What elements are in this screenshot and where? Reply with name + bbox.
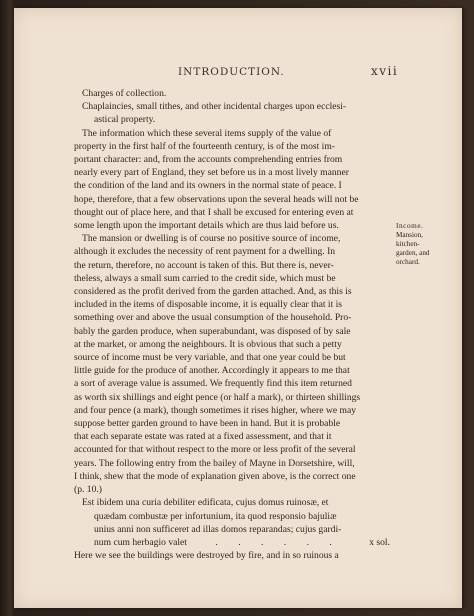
sidenote-line: orchard. bbox=[396, 258, 420, 266]
text-line: that each separate estate was rated at a fixed assessment, and that it bbox=[74, 431, 332, 443]
sidenote-line: kitchen- bbox=[396, 240, 420, 248]
text-line: and four pence (a mark), though sometimes it rises higher, where we may bbox=[74, 404, 357, 416]
text-line: although it excludes the necessity of rent payment for a dwelling. In bbox=[74, 246, 336, 258]
text-line: The mansion or dwelling is of course no positive source of income, bbox=[82, 233, 341, 245]
text-line: source of income must be very variable, and that one year could be but bbox=[74, 352, 346, 364]
latin-quote-value-line bbox=[74, 536, 390, 549]
text-line: suppose better garden ground to have been in hand. But it is probable bbox=[74, 418, 341, 430]
latin-quote-line: quædam combustæ per infortunium, ita quod responsio bajuliæ bbox=[94, 510, 337, 522]
text-line: as worth six shillings and eight pence (or half a mark), or thirteen shillings bbox=[74, 391, 361, 403]
text-line: the return, therefore, no account is taken of this. But there is, never- bbox=[74, 259, 334, 271]
latin-quote-line: unius anni non sufficeret ad illas domos reparandas; cujus gardi- bbox=[94, 523, 342, 535]
running-title: INTRODUCTION. bbox=[178, 66, 285, 78]
text-line: hope, therefore, that a few observations upon the several heads will not be bbox=[74, 193, 359, 205]
running-header bbox=[14, 66, 462, 82]
text-line: considered as the profit derived from the garden attached. And, as this is bbox=[74, 286, 352, 298]
text-line: bably the garden produce, when superabundant, was disposed of by sale bbox=[74, 325, 351, 337]
text-line: nearly every part of England, they set before us in a most lively manner bbox=[74, 167, 349, 179]
latin-quote-line: num cum herbagio valet bbox=[94, 536, 187, 548]
text-line: the condition of the land and its owners in the normal state of peace. I bbox=[74, 180, 342, 192]
page-body-text bbox=[74, 87, 390, 562]
text-line: a sort of average value is assumed. We frequently find this item returned bbox=[74, 378, 352, 390]
text-line: The information which these several items supply of the value of bbox=[82, 127, 332, 139]
page-number: xvii bbox=[371, 64, 399, 78]
text-line: Here we see the buildings were destroyed by fire, and in so ruinous a bbox=[74, 550, 339, 562]
text-line: included in the items of disposable income, it is equally clear that it is bbox=[74, 299, 343, 311]
text-line: something over and above the usual consumption of the household. Pro- bbox=[74, 312, 352, 324]
text-line: accounted for that without respect to the more or less profit of the several bbox=[74, 444, 356, 456]
sidenote-line: Mansion, bbox=[396, 231, 423, 239]
margin-sidenote bbox=[396, 222, 456, 267]
sidenote-heading: Income. bbox=[396, 222, 424, 230]
text-line: astical property. bbox=[94, 114, 156, 126]
value-sol: x sol. bbox=[369, 536, 390, 548]
text-line: Charges of collection. bbox=[82, 88, 167, 99]
sidenote-line: garden, and bbox=[396, 249, 430, 257]
text-line: some length upon the important details which are thus laid before us. bbox=[74, 220, 339, 232]
text-line: (p. 10.) bbox=[74, 484, 102, 496]
text-line: portant character: and, from the accounts comprehending entries from bbox=[74, 154, 343, 166]
text-line: I think, shew that the mode of explanation given above, is the correct one bbox=[74, 470, 356, 482]
book-page bbox=[14, 8, 462, 608]
text-line: years. The following entry from the bailey of Mayne in Dorsetshire, will, bbox=[74, 457, 355, 469]
text-line: little guide for the produce of another. Accordingly it appears to me that bbox=[74, 365, 350, 377]
text-line: theless, always a small sum carried to the credit side, which must be bbox=[74, 272, 336, 284]
latin-quote-line: Est ibidem una curia debiliter edificata, cujus domus ruinosæ, et bbox=[82, 497, 329, 509]
text-line: Chaplaincies, small tithes, and other incidental charges upon ecclesi- bbox=[82, 101, 347, 113]
text-line: property in the first half of the fourteenth century, is of the most im- bbox=[74, 140, 336, 152]
text-line: at the market, or among the neighbours. It is obvious that such a petty bbox=[74, 338, 342, 350]
leader-dots: . . . . . . bbox=[215, 536, 341, 548]
text-line: thought out of place here, and that I shall be excused for entering even at bbox=[74, 206, 354, 218]
